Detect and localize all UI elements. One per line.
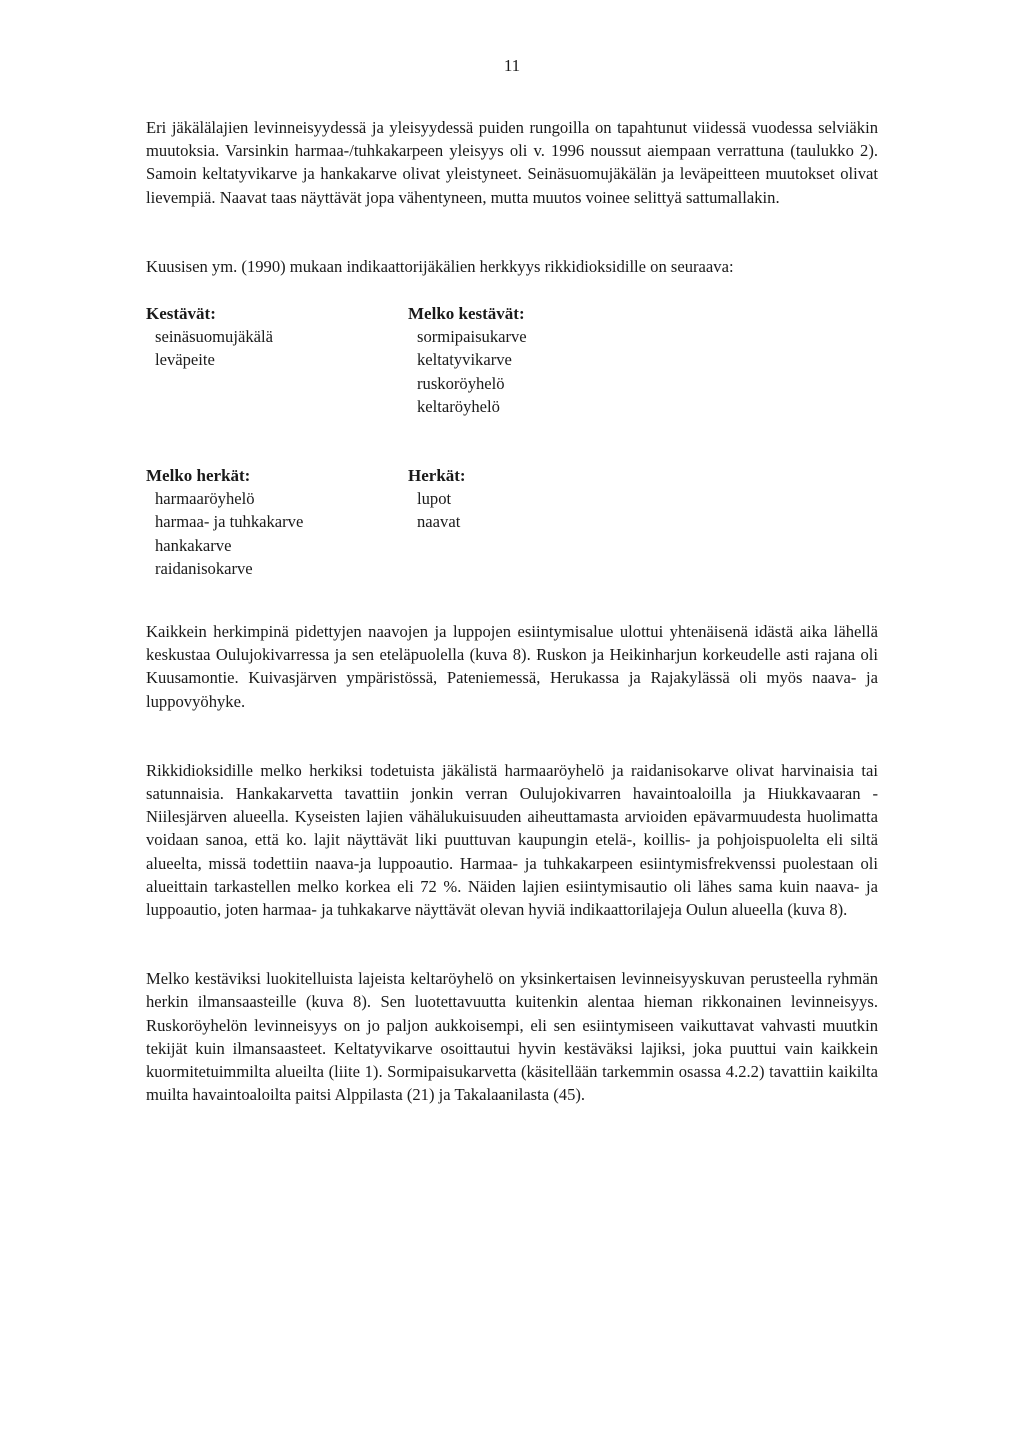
heading-melko-kestavat: Melko kestävät:: [408, 304, 525, 324]
paragraph-naava-distribution: Kaikkein herkimpinä pidettyjen naavojen ja luppojen esiintymisalue ulottui yhtenäisenä idästä aika lähellä keskustaa Oulujokivarressa ja sen eteläpuolella (kuva 8). Ruskon ja Heikinharjun korkeudelle asti rajana oli Kuusamontie. Kuivasjärven ympäristössä, Pateniemessä, Herukassa ja Rajakylässä oli myös naava- ja luppovyöhyke.: [146, 622, 878, 711]
heading-kestavat: Kestävät:: [146, 304, 216, 324]
sensitivity-group-sensitive: [146, 464, 878, 580]
list-item: harmaa- ja tuhkakarve: [155, 512, 304, 532]
list-item: lupot: [417, 489, 452, 509]
paragraph-lichen-changes: Eri jäkälälajien levinneisyydessä ja yleisyydessä puiden rungoilla on tapahtunut viidessä vuodessa selviäkin muutoksia. Varsinkin harmaa-/tuhkakarpeen yleisyys oli v. 1996 noussut aiempaan verrattuna (taulukko 2). Samoin keltatyvikarve ja hankakarve olivat yleistyneet. Seinäsuomujäkälän ja leväpeitteen muutokset olivat lievempiä. Naavat taas näyttävät jopa vähentyneen, mutta muutos voinee selittyä sattumallakin.: [146, 118, 878, 207]
list-item: harmaaröyhelö: [155, 489, 255, 509]
heading-melko-herkat: Melko herkät:: [146, 466, 251, 486]
sensitivity-group-tolerant: [146, 302, 878, 418]
page-number: 11: [503, 56, 521, 75]
list-item: raidanisokarve: [155, 558, 253, 578]
list-item: leväpeite: [155, 350, 215, 370]
list-item: ruskoröyhelö: [417, 373, 505, 393]
list-item: keltaröyhelö: [417, 396, 500, 416]
paragraph-sensitive-species: Rikkidioksidille melko herkiksi todetuista jäkälistä harmaaröyhelö ja raidanisokarve olivat harvinaisia tai satunnaisia. Hankakarvetta tavattiin jonkin verran Oulujokivarren havaintoaloilla ja Hiukkavaaran - Niilesjärven alueella. Kyseisten lajien vähälukuisuuden aiheuttamasta arvioiden epävarmuudesta huolimatta voidaan sanoa, että ko. lajit näyttävät liki puuttuvan kaupungin etelä-, koillis- ja pohjoispuolelta eli siltä alueelta, missä todettiin naava-ja luppoautio. Harmaa- ja tuhkakarpeen esiintymisfrekvenssi puolestaan oli alueittain tarkastellen melko korkea eli 72 %. Näiden lajien esiintymisautio oli lähes sama kuin naava- ja luppoautio, joten harmaa- ja tuhkakarve näyttävät olevan hyviä indikaattorilajeja Oulun alueella (kuva 8).: [146, 760, 878, 920]
list-item: sormipaisukarve: [417, 327, 527, 347]
list-item: hankakarve: [155, 535, 232, 555]
list-item: naavat: [417, 512, 461, 532]
list-item: seinäsuomujäkälä: [155, 327, 273, 347]
list-herkat: [408, 464, 708, 580]
list-kestavat: [146, 302, 408, 418]
list-melko-kestavat: [408, 302, 708, 418]
paragraph-tolerant-species: Melko kestäviksi luokitelluista lajeista keltaröyhelö on yksinkertaisen levinneisyyskuvan perusteella ryhmän herkin ilmansaasteille (kuva 8). Sen luotettavuutta kuitenkin alentaa hieman rikkonainen levinneisyys. Ruskoröyhelön levinneisyys on jo paljon aukkoisempi, eli sen esiintymiseen vaikuttavat vahvasti muutkin tekijät kuin ilmansaasteet. Keltatyvikarve osoittautui hyvin kestäväksi lajiksi, joka puuttui vain kaikkein kuormitetuimmilta alueilta (liite 1). Sormipaisukarvetta (käsitellään tarkemmin osassa 4.2.2) tavattiin kaikilta muilta havaintoaloilta paitsi Alppilasta (21) ja Takalaanilasta (45).: [146, 969, 878, 1105]
list-item: keltatyvikarve: [417, 350, 512, 370]
paragraph-sensitivity-intro: Kuusisen ym. (1990) mukaan indikaattorijäkälien herkkyys rikkidioksidille on seuraava:: [146, 256, 734, 276]
document-body: [146, 116, 878, 1107]
heading-herkat: Herkät:: [408, 466, 466, 486]
list-melko-herkat: [146, 464, 408, 580]
